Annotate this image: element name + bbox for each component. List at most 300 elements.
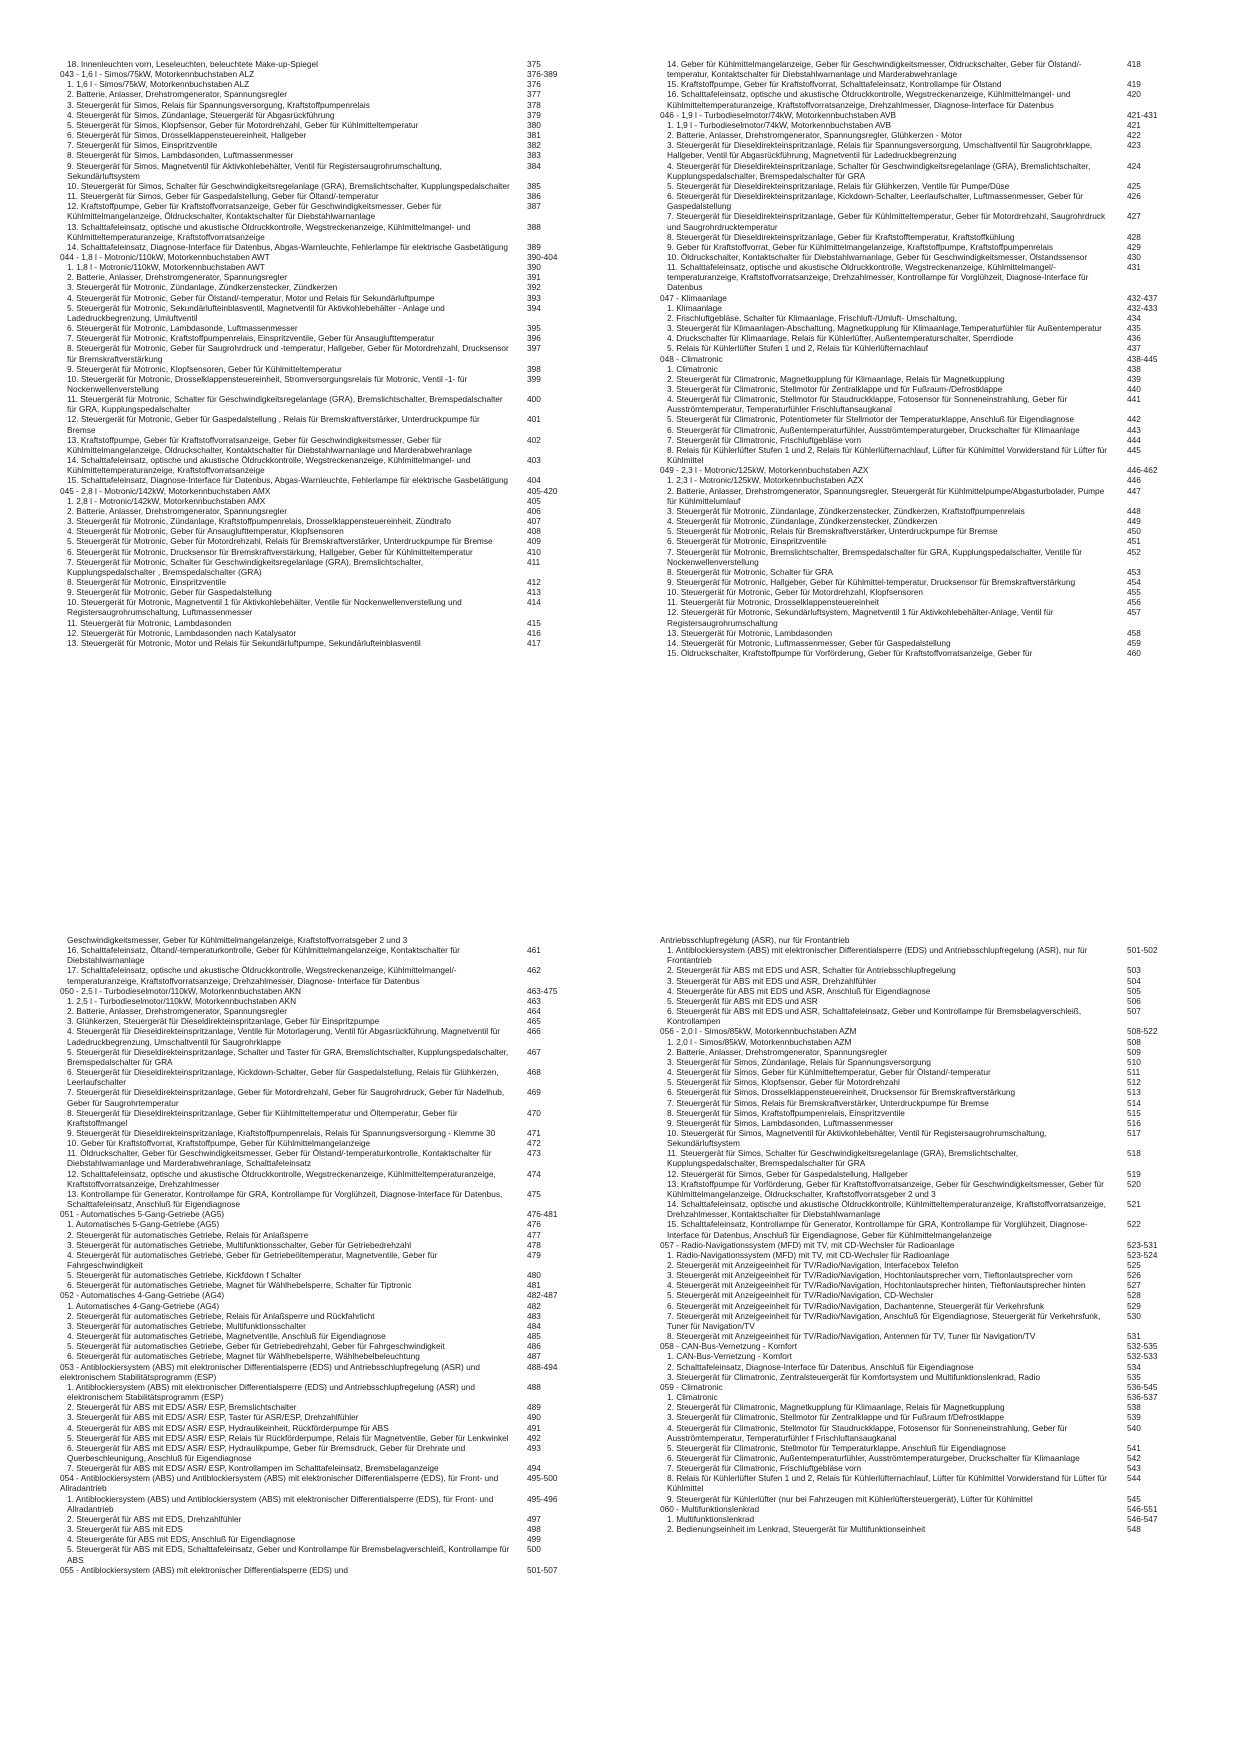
toc-entry-title: 4. Steuergeräte für ABS mit EDS und ASR, Anschluß für Eigendiagnose xyxy=(667,985,931,996)
toc-entry-title: 6. Steuergerät für automatisches Getriebe, Magnet für Wählhebelsperre, Schalter für Tiptronic xyxy=(67,1280,412,1291)
toc-entry-title: 14. Schalttafeleinsatz, optische und akustische Öldruckkontrolle, Kühlmitteltemperaturanzeige, Kraftstoffvorratsanzeige, Drehzahlmesser, Kontaktschalter für Diebstahlwarnanlage xyxy=(667,1199,1106,1220)
toc-page-number: 391 xyxy=(527,272,541,283)
toc-subentry xyxy=(660,343,1205,353)
toc-page-number: 390-404 xyxy=(527,251,558,262)
toc-entry-title: 12. Steuergerät für Motronic, Lambdasonden nach Katalysator xyxy=(67,627,297,638)
toc-entry-title: 5. Steuergerät für ABS mit EDS, Schalttafeleinsatz, Geber und Kontrollampe für Bremsbelagverschleiß, Kontrollampe für ABS xyxy=(67,1544,510,1565)
toc-page-number: 515 xyxy=(1127,1107,1141,1118)
toc-entry-title: 2. Batterie, Anlasser, Drehstromgenerator, Spannungsregler xyxy=(67,272,287,283)
toc-page-number: 492 xyxy=(527,1432,541,1443)
toc-page-number: 419 xyxy=(1127,79,1141,90)
toc-subentry xyxy=(60,191,605,201)
toc-subentry xyxy=(660,536,1205,546)
toc-page-number: 393 xyxy=(527,292,541,303)
toc-page-number: 477 xyxy=(527,1229,541,1240)
toc-page-number: 428 xyxy=(1127,231,1141,242)
toc-entry-title: 3. Steuergerät für Simos, Relais für Spannungsversorgung, Kraftstoffpumpenrelais xyxy=(67,99,370,110)
toc-subentry xyxy=(60,1524,605,1534)
toc-page-number: 511 xyxy=(1127,1067,1141,1078)
toc-entry-title: 060 - Multifunktionslenkrad xyxy=(660,1503,760,1514)
toc-subentry xyxy=(660,120,1205,130)
toc-subentry xyxy=(60,1250,605,1270)
toc-entry-title: 4. Steuergerät für Motronic, Geber für Ansauglufttemperatur, Klopfsensoren xyxy=(67,526,344,537)
toc-page-number: 397 xyxy=(527,343,541,354)
toc-section-heading xyxy=(660,1240,1205,1250)
toc-page-number: 541 xyxy=(1127,1442,1141,1453)
toc-subentry xyxy=(60,110,605,120)
toc-subentry xyxy=(60,120,605,130)
toc-subentry xyxy=(660,130,1205,140)
toc-entry-title: 11. Steuergerät für Motronic, Schalter für Geschwindigkeitsregelanlage (GRA), Bremslichtschalter, Bremspedalschalter für GRA, Kupplungspedalschalter xyxy=(67,394,503,415)
toc-entry-title: 11. Steuergerät für Simos, Geber für Gaspedalstellung, Geber für Öltand/-temperatur xyxy=(67,191,379,202)
toc-subentry xyxy=(660,547,1205,567)
toc-entry-title: 10. Geber für Kraftstoffvorrat, Kraftstoffpumpe, Geber für Kühlmittelmangelanzeige xyxy=(67,1138,371,1149)
toc-entry-title: 18. Innenleuchten vorn, Leseleuchten, beleuchtete Make-up-Spiegel xyxy=(67,59,318,69)
toc-entry-title: 2. Batterie, Anlasser, Drehstromgenerator, Spannungsregler xyxy=(67,1006,287,1017)
toc-entry-title: 15. Öldruckschalter, Kraftstoffpumpe für Vorförderung, Geber für Kraftstoffvorratsanzeige, Geber für xyxy=(667,648,1033,659)
toc-page-number: 403 xyxy=(527,455,541,466)
toc-entry-title: 2. Batterie, Anlasser, Drehstromgenerator, Spannungsregler, Steuergerät für Kühlmittelpumpe/Abgasturbolader, Pumpe für Kühlmittelumlauf xyxy=(667,485,1105,506)
toc-entry-title: 1. 1,6 l - Simos/75kW, Motorkennbuchstaben ALZ xyxy=(67,79,250,90)
toc-subentry xyxy=(60,262,605,272)
toc-page-number: 540 xyxy=(1127,1422,1141,1433)
toc-page-number: 479 xyxy=(527,1249,541,1260)
toc-subentry xyxy=(660,1443,1205,1453)
toc-page-number: 500 xyxy=(527,1544,541,1555)
toc-subentry xyxy=(60,1067,605,1087)
toc-subentry xyxy=(660,1047,1205,1057)
toc-page-number: 497 xyxy=(527,1513,541,1524)
toc-entry-title: 10. Steuergerät für Motronic, Magnetventil 1 für Aktivkohlebehälter, Ventile für Nockenwellenverstellung und Registersaugrohrumschaltung, Luftmassenmesser xyxy=(67,597,462,618)
toc-page-number: 382 xyxy=(527,140,541,151)
toc-page-number: 421 xyxy=(1127,119,1141,130)
toc-entry-title: 3. Steuergerät für ABS mit EDS und ASR, Drehzahlfühler xyxy=(667,975,877,986)
toc-subentry xyxy=(660,996,1205,1006)
toc-subentry xyxy=(60,414,605,434)
toc-subentry xyxy=(660,1098,1205,1108)
toc-page-number: 432-437 xyxy=(1127,292,1158,303)
toc-subentry xyxy=(60,1544,605,1564)
toc-entry-title: 15. Kraftstoffpumpe, Geber für Kraftstoffvorrat, Schalttafeleinsatz, Kontrollampe für Ölstand xyxy=(667,79,1002,90)
toc-entry-title: 1. Climatronic xyxy=(667,363,718,374)
toc-page-number: 546-551 xyxy=(1127,1503,1158,1514)
toc-page-number: 376 xyxy=(527,79,541,90)
toc-page-number: 528 xyxy=(1127,1290,1141,1301)
toc-entry-title: 6. Steuergerät für Dieseldirekteinspritzanlage, Kickdown-Schalter, Leerlaufschalter, Luftmassenmesser, Geber für Gaspedalstellung xyxy=(667,191,1083,212)
toc-page-number: 377 xyxy=(527,89,541,100)
toc-subentry xyxy=(660,597,1205,607)
toc-subentry xyxy=(60,1138,605,1148)
toc-page-number: 457 xyxy=(1127,607,1141,618)
toc-subentry xyxy=(660,526,1205,536)
toc-entry-title: 5. Steuergerät für Climatronic, Potentiometer für Stellmotor der Temperaturklappe, Anschluß für Eigendiagnose xyxy=(667,414,1075,425)
toc-subentry xyxy=(60,1402,605,1412)
toc-page-number: 423 xyxy=(1127,140,1141,151)
toc-entry-title: 8. Steuergerät für Dieseldirekteinspritzanlage, Geber für Kühlmitteltemperatur und Öltemperatur, Geber für Kraftstoffmangel xyxy=(67,1107,458,1128)
toc-entry-title: 5. Steuergerät für automatisches Getriebe, Geber für Getriebedrehzahl, Geber für Fahrgeschwindigkeit xyxy=(67,1341,445,1352)
toc-page-number: 431 xyxy=(1127,262,1141,273)
toc-entry-title: 8. Steuergerät für Motronic, Geber für Saugrohrdruck und -temperatur, Hallgeber, Geber für Motordrehzahl, Drucksensor für Bremskraftverstärkung xyxy=(67,343,509,364)
toc-subentry xyxy=(660,1412,1205,1422)
toc-page-number: 467 xyxy=(527,1046,541,1057)
toc-subentry xyxy=(60,1026,605,1046)
toc-subentry xyxy=(660,414,1205,424)
toc-entry-title: 7. Steuergerät für ABS mit EDS/ ASR/ ESP, Kontrollampen im Schalttafeleinsatz, Bremsbelaganzeige xyxy=(67,1463,439,1474)
toc-page-number: 417 xyxy=(527,637,541,648)
toc-entry-title: 6. Steuergerät für Simos, Drosselklappensteuereinheit, Hallgeber xyxy=(67,130,307,141)
toc-page-number: 529 xyxy=(1127,1300,1141,1311)
toc-subentry xyxy=(60,1351,605,1361)
toc-section-heading xyxy=(60,252,605,262)
toc-entry-title: 9. Geber für Kraftstoffvorrat, Geber für Kühlmittelmangelanzeige, Kraftstoffpumpe, Kraftstoffpumpenrelais xyxy=(667,241,1053,252)
toc-subentry xyxy=(660,140,1205,160)
toc-subentry xyxy=(60,1128,605,1138)
toc-subentry xyxy=(60,1423,605,1433)
toc-entry-title: 1. Antiblockiersystem (ABS) und Antiblockiersystem (ABS) mit elektronischer Differentialsperre (EDS), für Front- und Allradantrieb xyxy=(67,1493,494,1514)
toc-page-number: 468 xyxy=(527,1067,541,1078)
toc-page-number: 375 xyxy=(527,59,541,69)
toc-entry-title: 14. Steuergerät für Motronic, Luftmassenmesser, Geber für Gaspedalstellung xyxy=(667,637,951,648)
toc-subentry xyxy=(60,1514,605,1524)
toc-subentry xyxy=(60,1087,605,1107)
toc-page-number: 451 xyxy=(1127,536,1141,547)
toc-page-number: 389 xyxy=(527,241,541,252)
toc-entry-title: 059 - Climatronic xyxy=(660,1381,723,1392)
toc-entry-title: 12. Steuergerät für Motronic, Sekundärluftsystem, Magnetventil 1 für Aktivkohlebehälter-Anlage, Ventil für Registersaugrohrumschaltung xyxy=(667,607,1054,628)
toc-page-number: 482-487 xyxy=(527,1290,558,1301)
toc-entry-title: 7. Steuergerät für Climatronic, Frischluftgebläse vorn xyxy=(667,434,862,445)
toc-page-number: 414 xyxy=(527,597,541,608)
toc-page-number: 383 xyxy=(527,150,541,161)
toc-entry-title: 5. Steuergerät für Dieseldirekteinspritzanlage, Relais für Glühkerzen, Ventile für Pumpe/Düse xyxy=(667,180,1010,191)
toc-entry-title: Antriebsschlupfregelung (ASR), nur für Frontantrieb xyxy=(660,935,850,945)
toc-page-number: 523-531 xyxy=(1127,1239,1158,1250)
toc-subentry xyxy=(660,211,1205,231)
toc-subentry xyxy=(60,1321,605,1331)
toc-entry-title: 14. Geber für Kühlmittelmangelanzeige, Geber für Geschwindigkeitsmesser, Öldruckschalter, Geber für Ölstand/-temperatur, Kontaktschalter für Diebstahlwarnanlage und Marderabwehranlage xyxy=(667,59,1082,80)
toc-entry-title: 1. 1,9 l - Turbodieselmotor/74kW, Motorkennbuchstaben AVB xyxy=(667,119,891,130)
toc-subentry xyxy=(660,445,1205,465)
toc-subentry xyxy=(60,89,605,99)
toc-page-number: 459 xyxy=(1127,637,1141,648)
toc-section-heading xyxy=(60,1473,605,1493)
toc-subentry xyxy=(60,303,605,323)
toc-entry-title: 3. Steuergerät für Climatronic, Stellmotor für Zentralklappe und für Fußraum f/Defrostklappe xyxy=(667,1412,1005,1423)
toc-subentry xyxy=(660,1057,1205,1067)
toc-page-number: 405 xyxy=(527,495,541,506)
toc-subentry xyxy=(660,364,1205,374)
toc-column-top-right xyxy=(660,59,1205,658)
toc-entry-title: 052 - Automatisches 4-Gang-Getriebe (AG4) xyxy=(60,1290,225,1301)
toc-subentry xyxy=(60,516,605,526)
toc-page-number: 447 xyxy=(1127,485,1141,496)
toc-entry-title: 4. Steuergerät für ABS mit EDS/ ASR/ ESP, Hydraulikeinheit, Rückförderpumpe für ABS xyxy=(67,1422,389,1433)
toc-subentry xyxy=(60,1219,605,1229)
toc-entry-title: 11. Schalttafeleinsatz, optische und akustische Öldruckkontrolle, Wegstreckenanzeige, Kühlmittelmangel/-temperaturanzeige, Kraftstoffvorratsanzeige, Drehzahlmesser, Kontrollampe für Vorglühzeit, Diagnose-Interface für Datenbus xyxy=(667,262,1089,293)
toc-page-number: 463-475 xyxy=(527,985,558,996)
toc-entry-title: 7. Steuergerät für Dieseldirekteinspritzanlage, Geber für Motordrehzahl, Geber für Saugrohrdruck, Geber für Nadelhub, Geber für Saugrohrtemperatur xyxy=(67,1087,505,1108)
toc-entry-title: 9. Steuergerät für Dieseldirekteinspritzanlage, Kraftstoffpumpenrelais, Relais für Spannungsversorgung - Klemme 30 xyxy=(67,1127,496,1138)
toc-entry-title: 15. Schalttafeleinsatz, Kontrollampe für Generator, Kontrollampe für GRA, Kontrollampe für Vorglühzeit, Diagnose-Interface für Datenbus, Anschluß für Eigendiagnose, Geber für Kühlmittelmangelanzeige xyxy=(667,1219,1088,1240)
toc-entry-title: 4. Steuergerät für Motronic, Geber für Ölstand/-temperatur, Motor und Relais für Sekundärluftpumpe xyxy=(67,292,435,303)
toc-page-number: 412 xyxy=(527,576,541,587)
toc-subentry xyxy=(660,1463,1205,1473)
toc-page-number: 436 xyxy=(1127,333,1141,344)
toc-subentry xyxy=(660,435,1205,445)
toc-entry-title: 10. Öldruckschalter, Kontaktschalter für Diebstahlwarnanlage, Geber für Geschwindigkeitsmesser, Ölstandssensor xyxy=(667,251,1088,262)
toc-entry-title: 16. Schalttafeleinsatz, optische und akustische Öldruckkontrolle, Wegstreckenanzeige, Kühlmittelmangel- und Kühlmitteltemperaturanzeige, Kraftstoffvorratsanzeige, Drehzahlmesser, Diagnose-Interface für Datenbus xyxy=(667,89,1071,110)
toc-page-number: 420 xyxy=(1127,89,1141,100)
toc-page-number: 495-500 xyxy=(527,1473,558,1484)
toc-subentry xyxy=(660,1290,1205,1300)
toc-page-number: 476-481 xyxy=(527,1209,558,1220)
toc-page-number: 512 xyxy=(1127,1077,1141,1088)
toc-entry-title: 3. Glühkerzen, Steuergerät für Dieseldirekteinspritzanlage, Geber für Einspritzpumpe xyxy=(67,1016,380,1027)
toc-entry-title: 4. Steuergerät für Climatronic, Stellmotor für Staudruckklappe, Fotosensor für Sonneneinstrahlung, Geber für Ausströmtemperatur, Temperaturfühler f Frischluftansaugkanal xyxy=(667,1422,1068,1443)
toc-page-number: 381 xyxy=(527,130,541,141)
toc-subentry xyxy=(660,323,1205,333)
toc-page-number: 427 xyxy=(1127,211,1141,222)
toc-page-number: 376-389 xyxy=(527,69,558,80)
toc-page-number: 448 xyxy=(1127,505,1141,516)
toc-page-number: 508 xyxy=(1127,1036,1141,1047)
toc-entry-title: 7. Steuergerät für Motronic, Schalter für Geschwindigkeitsregelanlage (GRA), Bremslichtschalter, Kupplungspedalschalter , Bremspedalschalter (GRA) xyxy=(67,556,423,577)
toc-page-number: 402 xyxy=(527,434,541,445)
toc-entry-title: 044 - 1,8 l - Motronic/110kW, Motorkennbuchstaben AWT xyxy=(60,251,270,262)
toc-subentry xyxy=(660,945,1205,965)
toc-subentry xyxy=(660,313,1205,323)
toc-entry-title: 6. Steuergerät für Motronic, Drucksensor für Bremskraftverstärkung, Hallgeber, Geber für Kühlmitteltemperatur xyxy=(67,546,473,557)
toc-entry-title: 8. Steuergerät für Simos, Lambdasonden, Luftmassenmesser xyxy=(67,150,294,161)
toc-page-number: 437 xyxy=(1127,343,1141,354)
toc-subentry xyxy=(60,1311,605,1321)
toc-page-number: 542 xyxy=(1127,1452,1141,1463)
toc-subentry xyxy=(60,557,605,577)
toc-entry-title: 5. Steuergerät für Motronic, Geber für Motordrehzahl, Relais für Bremskraftverstärker, Unterdruckpumpe für Bremse xyxy=(67,536,493,547)
toc-subentry xyxy=(60,475,605,485)
toc-subentry xyxy=(60,242,605,252)
toc-page-number: 387 xyxy=(527,201,541,212)
toc-entry-title: 1. Automatisches 4-Gang-Getriebe (AG4) xyxy=(67,1300,220,1311)
toc-entry-title: 13. Steuergerät für Motronic, Motor und Relais für Sekundärluftpumpe, Sekundärlufteinblasventil xyxy=(67,637,421,648)
toc-page-number: 439 xyxy=(1127,373,1141,384)
toc-page-number: 503 xyxy=(1127,965,1141,976)
toc-entry-title: 2. Steuergerät für ABS mit EDS, Drehzahlfühler xyxy=(67,1513,242,1524)
toc-subentry xyxy=(60,1412,605,1422)
toc-page-number: 432-433 xyxy=(1127,302,1158,313)
toc-entry-title: 6. Steuergerät für Dieseldirekteinspritzanlage, Kickdown-Schalter, Geber für Gaspedalstellung, Relais für Glühkerzen, Leerlaufschalter xyxy=(67,1067,499,1088)
toc-section-heading xyxy=(60,1565,605,1575)
toc-page-number: 416 xyxy=(527,627,541,638)
toc-entry-title: 3. Steuergerät für Motronic, Zündanlage, Zündkerzenstecker, Zündkerzen, Kraftstoffpumpenrelais xyxy=(667,505,1025,516)
toc-subentry xyxy=(60,1148,605,1168)
toc-page-number: 493 xyxy=(527,1442,541,1453)
toc-entry-title: 054 - Antiblockiersystem (ABS) und Antiblockiersystem (ABS) mit elektronischer Differentialsperre (EDS), für Front- und Allradantrieb xyxy=(60,1473,499,1494)
toc-subentry xyxy=(60,59,605,69)
toc-subentry xyxy=(660,1219,1205,1239)
toc-entry-title: 6. Steuergerät mit Anzeigeeinheit für TV/Radio/Navigation, Dachantenne, Steuergerät für Verkehrsfunk xyxy=(667,1300,1045,1311)
toc-entry-title: 2. Steuergerät mit Anzeigeeinheit für TV/Radio/Navigation, Interfacebox Telefon xyxy=(667,1260,959,1270)
toc-subentry xyxy=(660,567,1205,577)
toc-page-number: 405-420 xyxy=(527,485,558,496)
toc-entry-title: 6. Steuergerät für automatisches Getriebe, Magnet für Wählhebelsperre, Wählhebelbeleuchtung xyxy=(67,1351,420,1362)
toc-entry-title: 8. Steuergerät für Motronic, Einspritzventile xyxy=(67,576,227,587)
toc-entry-title: 3. Steuergerät für automatisches Getriebe, Multifunktionsschalter xyxy=(67,1320,306,1331)
toc-entry-title: 5. Relais für Kühlerlüfter Stufen 1 und 2, Relais für Kühlerlüfternachlauf xyxy=(667,343,929,354)
toc-page-number: 394 xyxy=(527,302,541,313)
toc-subentry xyxy=(60,1280,605,1290)
toc-subentry xyxy=(660,1301,1205,1311)
toc-subentry xyxy=(60,282,605,292)
toc-page-number: 509 xyxy=(1127,1046,1141,1057)
toc-page-number: 435 xyxy=(1127,323,1141,334)
toc-page-number: 443 xyxy=(1127,424,1141,435)
toc-entry-title: 5. Steuergerät für Dieseldirekteinspritzanlage, Schalter und Taster für GRA, Bremslichtschalter, Kupplungspedalschalter, Bremspedalschalter für GRA xyxy=(67,1046,509,1067)
toc-page-number: 404 xyxy=(527,475,541,486)
toc-entry-title: 045 - 2,8 l - Motronic/142kW, Motorkennbuchstaben AMX xyxy=(60,485,271,496)
toc-page-number: 385 xyxy=(527,180,541,191)
toc-page-number: 494 xyxy=(527,1463,541,1474)
toc-page-number: 535 xyxy=(1127,1371,1141,1382)
toc-entry-title: 9. Steuergerät für Motronic, Klopfsensoren, Geber für Kühlmitteltemperatur xyxy=(67,363,342,374)
toc-section-heading xyxy=(660,1382,1205,1392)
toc-subentry xyxy=(660,577,1205,587)
toc-subentry xyxy=(60,1433,605,1443)
toc-entry-title: 3. Steuergerät für Motronic, Zündanlage, Zündkerzenstecker, Zündkerzen xyxy=(67,282,338,293)
toc-column-bottom-right xyxy=(660,935,1205,1534)
toc-entry-title: 7. Steuergerät mit Anzeigeeinheit für TV/Radio/Navigation, Anschluß für Eigendiagnose, Steuergerät für Verkehrsfunk, Tuner für Navigation/TV xyxy=(667,1310,1101,1331)
toc-subentry xyxy=(660,1372,1205,1382)
toc-entry-title: 8. Steuergerät für Simos, Kraftstoffpumpenrelais, Einspritzventile xyxy=(667,1107,905,1118)
toc-subentry xyxy=(660,1423,1205,1443)
toc-page-number: 411 xyxy=(527,556,541,567)
toc-entry-title: 6. Steuergerät für ABS mit EDS/ ASR/ ESP, Hydraulikpumpe, Geber für Bremsdruck, Geber für Drehrate und Querbeschleunigung, Anschluß für Eigendiagnose xyxy=(67,1442,466,1463)
toc-entry-title: 3. Steuergerät für ABS mit EDS/ ASR/ ESP, Taster für ASR/ESP, Drehzahlfühler xyxy=(67,1412,359,1423)
toc-entry-title: 046 - 1,9 l - Turbodieselmotor/74kW, Motorkennbuchstaben AVB xyxy=(660,109,896,120)
toc-entry-title: 2. Batterie, Anlasser, Drehstromgenerator, Spannungsregler xyxy=(667,1046,887,1057)
toc-subentry xyxy=(660,1514,1205,1524)
toc-subentry xyxy=(60,1108,605,1128)
toc-entry-title: 4. Steuergerät für automatisches Getriebe, Geber für Getriebeöltemperatur, Magnetventile, Geber für Fahrgeschwindigkeit xyxy=(67,1249,438,1270)
toc-entry-title: 4. Steuergerät für Climatronic, Stellmotor für Staudruckklappe, Fotosensor für Sonneneinstrahlung, Geber für Ausströmtemperatur, Temperaturfühler Frischluftansaugkanal xyxy=(667,394,1068,415)
toc-subentry xyxy=(660,1402,1205,1412)
toc-page-number: 519 xyxy=(1127,1168,1141,1179)
toc-entry-title: 2. Batterie, Anlasser, Drehstromgenerator, Spannungsregler, Glühkerzen - Motor xyxy=(667,130,963,141)
toc-entry-title: 4. Steuergerät für Dieseldirekteinspritzanlage, Ventile für Motorlagerung, Ventil für Abgasrückführung, Magnetventil für Ladedruckbegrenzung, Umschaltventil für Saugrohrklappe xyxy=(67,1026,501,1047)
toc-subentry xyxy=(60,638,605,648)
toc-page-number: 476 xyxy=(527,1219,541,1230)
toc-section-heading xyxy=(660,935,1205,945)
toc-entry-title: 4. Steuergerät mit Anzeigeeinheit für TV/Radio/Navigation, Hochtonlautsprecher hinten, Tieftonlautsprecher hinten xyxy=(667,1280,1086,1291)
toc-subentry xyxy=(660,506,1205,516)
toc-page-number: 388 xyxy=(527,221,541,232)
toc-page-number: 484 xyxy=(527,1320,541,1331)
toc-page-number: 444 xyxy=(1127,434,1141,445)
toc-entry-title: 7. Steuergerät für Simos, Einspritzventile xyxy=(67,140,218,151)
toc-section-heading xyxy=(660,354,1205,364)
toc-page-number: 516 xyxy=(1127,1117,1141,1128)
toc-entry-title: 16. Schalttafeleinsatz, Öltand/-temperaturkontrolle, Geber für Kühlmittelmangelanzeige, Kontaktschalter für Diebstahlwarnanlage xyxy=(67,945,460,966)
toc-page-number: 398 xyxy=(527,363,541,374)
toc-page-number: 396 xyxy=(527,333,541,344)
toc-page-number: 446-462 xyxy=(1127,465,1158,476)
toc-page-number: 438 xyxy=(1127,363,1141,374)
toc-entry-title: 8. Steuergerät mit Anzeigeeinheit für TV/Radio/Navigation, Antennen für TV, Tuner für Navigation/TV xyxy=(667,1331,1036,1342)
toc-section-heading xyxy=(60,486,605,496)
toc-page-number: 545 xyxy=(1127,1493,1141,1504)
toc-subentry xyxy=(660,374,1205,384)
toc-subentry xyxy=(60,1341,605,1351)
toc-page-number: 399 xyxy=(527,373,541,384)
toc-subentry xyxy=(660,79,1205,89)
toc-subentry xyxy=(60,323,605,333)
toc-section-heading xyxy=(660,110,1205,120)
toc-subentry xyxy=(60,597,605,617)
toc-entry-title: 6. Steuergerät für Motronic, Einspritzventile xyxy=(667,536,827,547)
toc-entry-title: 055 - Antiblockiersystem (ABS) mit elektronischer Differentialsperre (EDS) und xyxy=(60,1564,349,1575)
toc-subentry xyxy=(660,1453,1205,1463)
toc-subentry xyxy=(660,1494,1205,1504)
toc-entry-title: 7. Steuergerät für Motronic, Kraftstoffpumpenrelais, Einspritzventile, Geber für Ansauglufttemperatur xyxy=(67,333,435,344)
toc-page-number: 406 xyxy=(527,505,541,516)
toc-subentry xyxy=(660,1067,1205,1077)
toc-entry-title: 9. Steuergerät für Motronic, Geber für Gaspedalstellung xyxy=(67,587,272,598)
toc-entry-title: 4. Steuergerät für Simos, Zündanlage, Steuergerät für Abgasrückführung xyxy=(67,109,335,120)
toc-page-number: 453 xyxy=(1127,566,1141,577)
toc-entry-title: 13. Kraftstoffpumpe für Vorförderung, Geber für Kraftstoffvorratsanzeige, Geber für Geschwindigkeitsmesser, Geber für Kühlmittelmangelanzeige, Öldruckschalter, Kraftstoffvorratsgeber 2 und 3 xyxy=(667,1178,1104,1199)
toc-page-number: 410 xyxy=(527,546,541,557)
toc-subentry xyxy=(60,1534,605,1544)
toc-subentry xyxy=(660,1260,1205,1270)
toc-page-number: 452 xyxy=(1127,546,1141,557)
toc-entry-title: 3. Steuergerät für Dieseldirekteinspritzanlage, Relais für Spannungsversorgung, Umschaltventil für Saugrohrklappe, Hallgeber, Ventil für Abgasrückführung, Magnetventil für Ladedruckbegrenzung xyxy=(667,140,1093,161)
toc-entry-title: 13. Kraftstoffpumpe, Geber für Kraftstoffvorratsanzeige, Geber für Geschwindigkeitsmesser, Geber für Kühlmittelmangelanzeige, Öldruckschalter, Kontaktschalter für Diebstahlwarnanlage und Marderabwehranlage xyxy=(67,434,472,455)
toc-page-number: 501-502 xyxy=(1127,945,1158,956)
toc-page-number: 544 xyxy=(1127,1473,1141,1484)
toc-page-number: 421-431 xyxy=(1127,109,1158,120)
toc-entry-title: 5. Steuergerät für ABS mit EDS und ASR xyxy=(667,995,818,1006)
toc-page-number: 531 xyxy=(1127,1331,1141,1342)
toc-section-heading xyxy=(660,1341,1205,1351)
toc-page-number: 458 xyxy=(1127,627,1141,638)
toc-subentry xyxy=(60,1189,605,1209)
toc-subentry xyxy=(660,1311,1205,1331)
toc-subentry xyxy=(60,547,605,557)
toc-entry-title: 053 - Antiblockiersystem (ABS) mit elektronischer Differentialsperre (EDS) und Antriebsschlupfregelung (ASR) und elektronischem Stabilitätsprogramm (ESP) xyxy=(60,1361,480,1382)
toc-page-number: 507 xyxy=(1127,1006,1141,1017)
toc-entry-title: 11. Steuergerät für Motronic, Lambdasonden xyxy=(67,617,232,628)
toc-entry-title: 047 - Klimaanlage xyxy=(660,292,727,303)
toc-subentry xyxy=(660,161,1205,181)
toc-section-heading xyxy=(660,1504,1205,1514)
toc-entry-title: 2. Batterie, Anlasser, Drehstromgenerator, Spannungsregler xyxy=(67,505,287,516)
toc-subentry xyxy=(60,343,605,363)
toc-entry-title: 13. Schalttafeleinsatz, optische und akustische Öldruckkontrolle, Wegstreckenanzeige, Kühlmittelmangel- und Kühlmitteltemperaturanzeige, Kraftstoffvorratsanzeige xyxy=(67,221,471,242)
toc-section-heading xyxy=(660,293,1205,303)
toc-entry-title: 6. Steuergerät für Simos, Drosselklappensteuereinheit, Drucksensor für Bremskraftverstärkung xyxy=(667,1087,1016,1098)
toc-page-number: 440 xyxy=(1127,384,1141,394)
toc-entry-title: 5. Steuergerät für Simos, Klopfsensor, Geber für Motordrehzahl, Geber für Kühlmitteltemperatur xyxy=(67,119,419,130)
toc-subentry xyxy=(60,130,605,140)
toc-page-number: 548 xyxy=(1127,1524,1141,1535)
toc-entry-title: 2. Steuergerät für Climatronic, Magnetkupplung für Klimaanlage, Relais für Magnetkupplung xyxy=(667,1402,1005,1413)
toc-page-number: 481 xyxy=(527,1280,541,1291)
toc-entry-title: 7. Steuergerät für Climatronic, Frischluftgebläse vorn xyxy=(667,1463,862,1474)
toc-page-number: 466 xyxy=(527,1026,541,1037)
toc-subentry xyxy=(60,1240,605,1250)
toc-subentry xyxy=(60,587,605,597)
toc-entry-title: 11. Öldruckschalter, Geber für Geschwindigkeitsmesser, Geber für Ölstand/-temperaturkontrolle, Kontaktschalter für Diebstahlwarnanlage und Marderabwehranlage, Schalttafeleinsatz xyxy=(67,1148,492,1169)
